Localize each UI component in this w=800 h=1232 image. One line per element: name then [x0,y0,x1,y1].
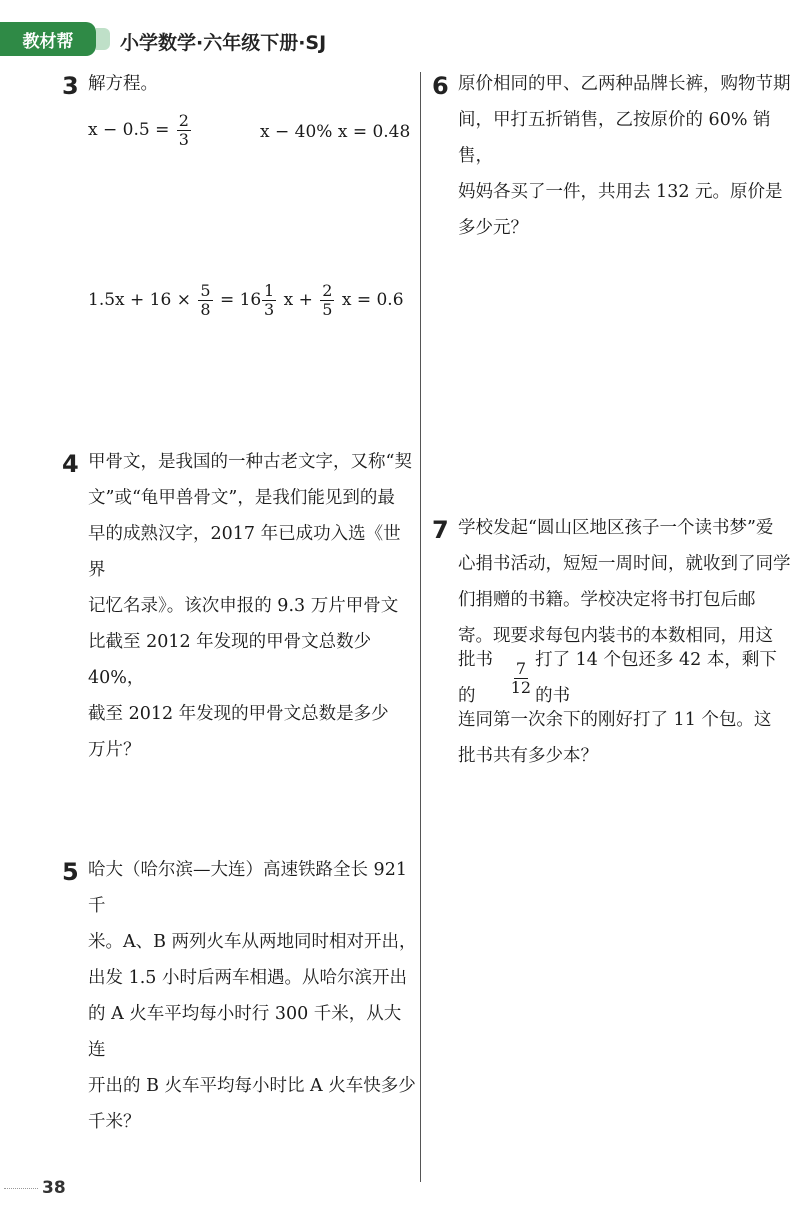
equation-3-left: 1.5x + 16 × [88,290,191,310]
column-divider [420,72,421,1182]
question-4-number: 4 [62,450,79,478]
fraction-denominator: 5 [322,300,333,319]
page-number: 38 [42,1178,66,1198]
text-line: 多少元？ [458,218,528,238]
text-line: 学校发起“圆山区地区孩子一个读书梦”爱 [458,518,774,538]
text-line: 甲骨文，是我国的一种古老文字，又称“契 [88,452,412,472]
text-line: 间，甲打五折销售，乙按原价的 60% 销售， [458,110,771,166]
text-line: 心捐书活动，短短一周时间，就收到了同学 [458,554,791,574]
fraction-numerator: 5 [200,281,211,300]
brand-tag [0,22,96,56]
text-line: 截至 2012 年发现的甲骨文总数是多少 [88,704,389,724]
text-line: 妈妈各买了一件，共用去 132 元。原价是 [458,182,783,202]
text-line: 万片？ [88,740,141,760]
question-6-number: 6 [432,72,449,100]
text-line: 米。A、B 两列火车从两地同时相对开出， [88,932,417,952]
text-line: 千米？ [88,1112,141,1132]
fraction-numerator: 7 [515,658,526,678]
fraction-denominator: 8 [200,300,211,319]
text-line: 们捐赠的书籍。学校决定将书打包后邮 [458,590,756,610]
text-line: 连同第一次余下的刚好打了 11 个包。这 [458,710,772,730]
question-3-prompt: 解方程。 [88,74,158,94]
equation-1-fraction [177,112,191,149]
text-line: 寄。现要求每包内装书的本数相同，用这 [458,626,773,646]
fraction-denominator: 12 [510,677,532,697]
question-4-text [88,444,418,768]
brand-label: 教材帮 [22,31,74,52]
question-7-text [458,510,792,774]
text-line: 比截至 2012 年发现的甲骨文总数少 40%， [88,632,372,688]
question-3-number: 3 [62,72,79,100]
fraction-numerator: 1 [264,281,275,300]
equation-1-left: x − 0.5 = [88,120,170,140]
book-title: 小学数学·六年级下册·SJ [120,32,327,54]
question-7-fraction [509,660,533,697]
equation-4-fraction-b [320,282,334,319]
equation-2: x − 40% x = 0.48 [260,122,411,142]
text-line: 哈大（哈尔滨—大连）高速铁路全长 921 千 [88,860,407,916]
fraction-numerator: 2 [178,111,189,130]
text-line: 文”或“龟甲兽骨文”，是我们能见到的最 [88,488,395,508]
text-line: 开出的 B 火车平均每小时比 A 火车快多少 [88,1076,416,1096]
fraction-denominator: 3 [178,130,189,149]
text-line: 的 A 火车平均每小时行 300 千米，从大连 [88,1004,402,1060]
text-line: 记忆名录》。该次申报的 9.3 万片甲骨文 [88,596,399,616]
question-5-number: 5 [62,858,79,886]
equation-3 [88,282,261,319]
fraction-denominator: 3 [264,300,275,319]
text-line: 批书共有多少本？ [458,746,598,766]
equation-4-mid: x + [283,290,313,310]
question-6-text [458,66,792,246]
equation-3-fraction [198,282,212,319]
equation-4-right: x = 0.6 [341,290,404,310]
text-line: 原价相同的甲、乙两种品牌长裤，购物节期 [458,74,791,94]
text-line-with-fraction [458,650,792,706]
text-line: 早的成熟汉字，2017 年已成功入选《世界 [88,524,401,580]
text-segment: 打了 14 个包还多 42 本，剩下的书 [535,650,777,706]
equation-1 [88,112,193,149]
equation-4-fraction-a [262,282,276,319]
question-5-text [88,852,418,1140]
fraction-numerator: 2 [322,281,333,300]
text-line: 出发 1.5 小时后两车相遇。从哈尔滨开出 [88,968,407,988]
question-7-number: 7 [432,516,449,544]
text-segment: 批书的 [458,650,493,706]
equation-4 [260,282,404,319]
footer-dots [4,1188,38,1189]
equation-3-right: = 16 [219,290,262,310]
